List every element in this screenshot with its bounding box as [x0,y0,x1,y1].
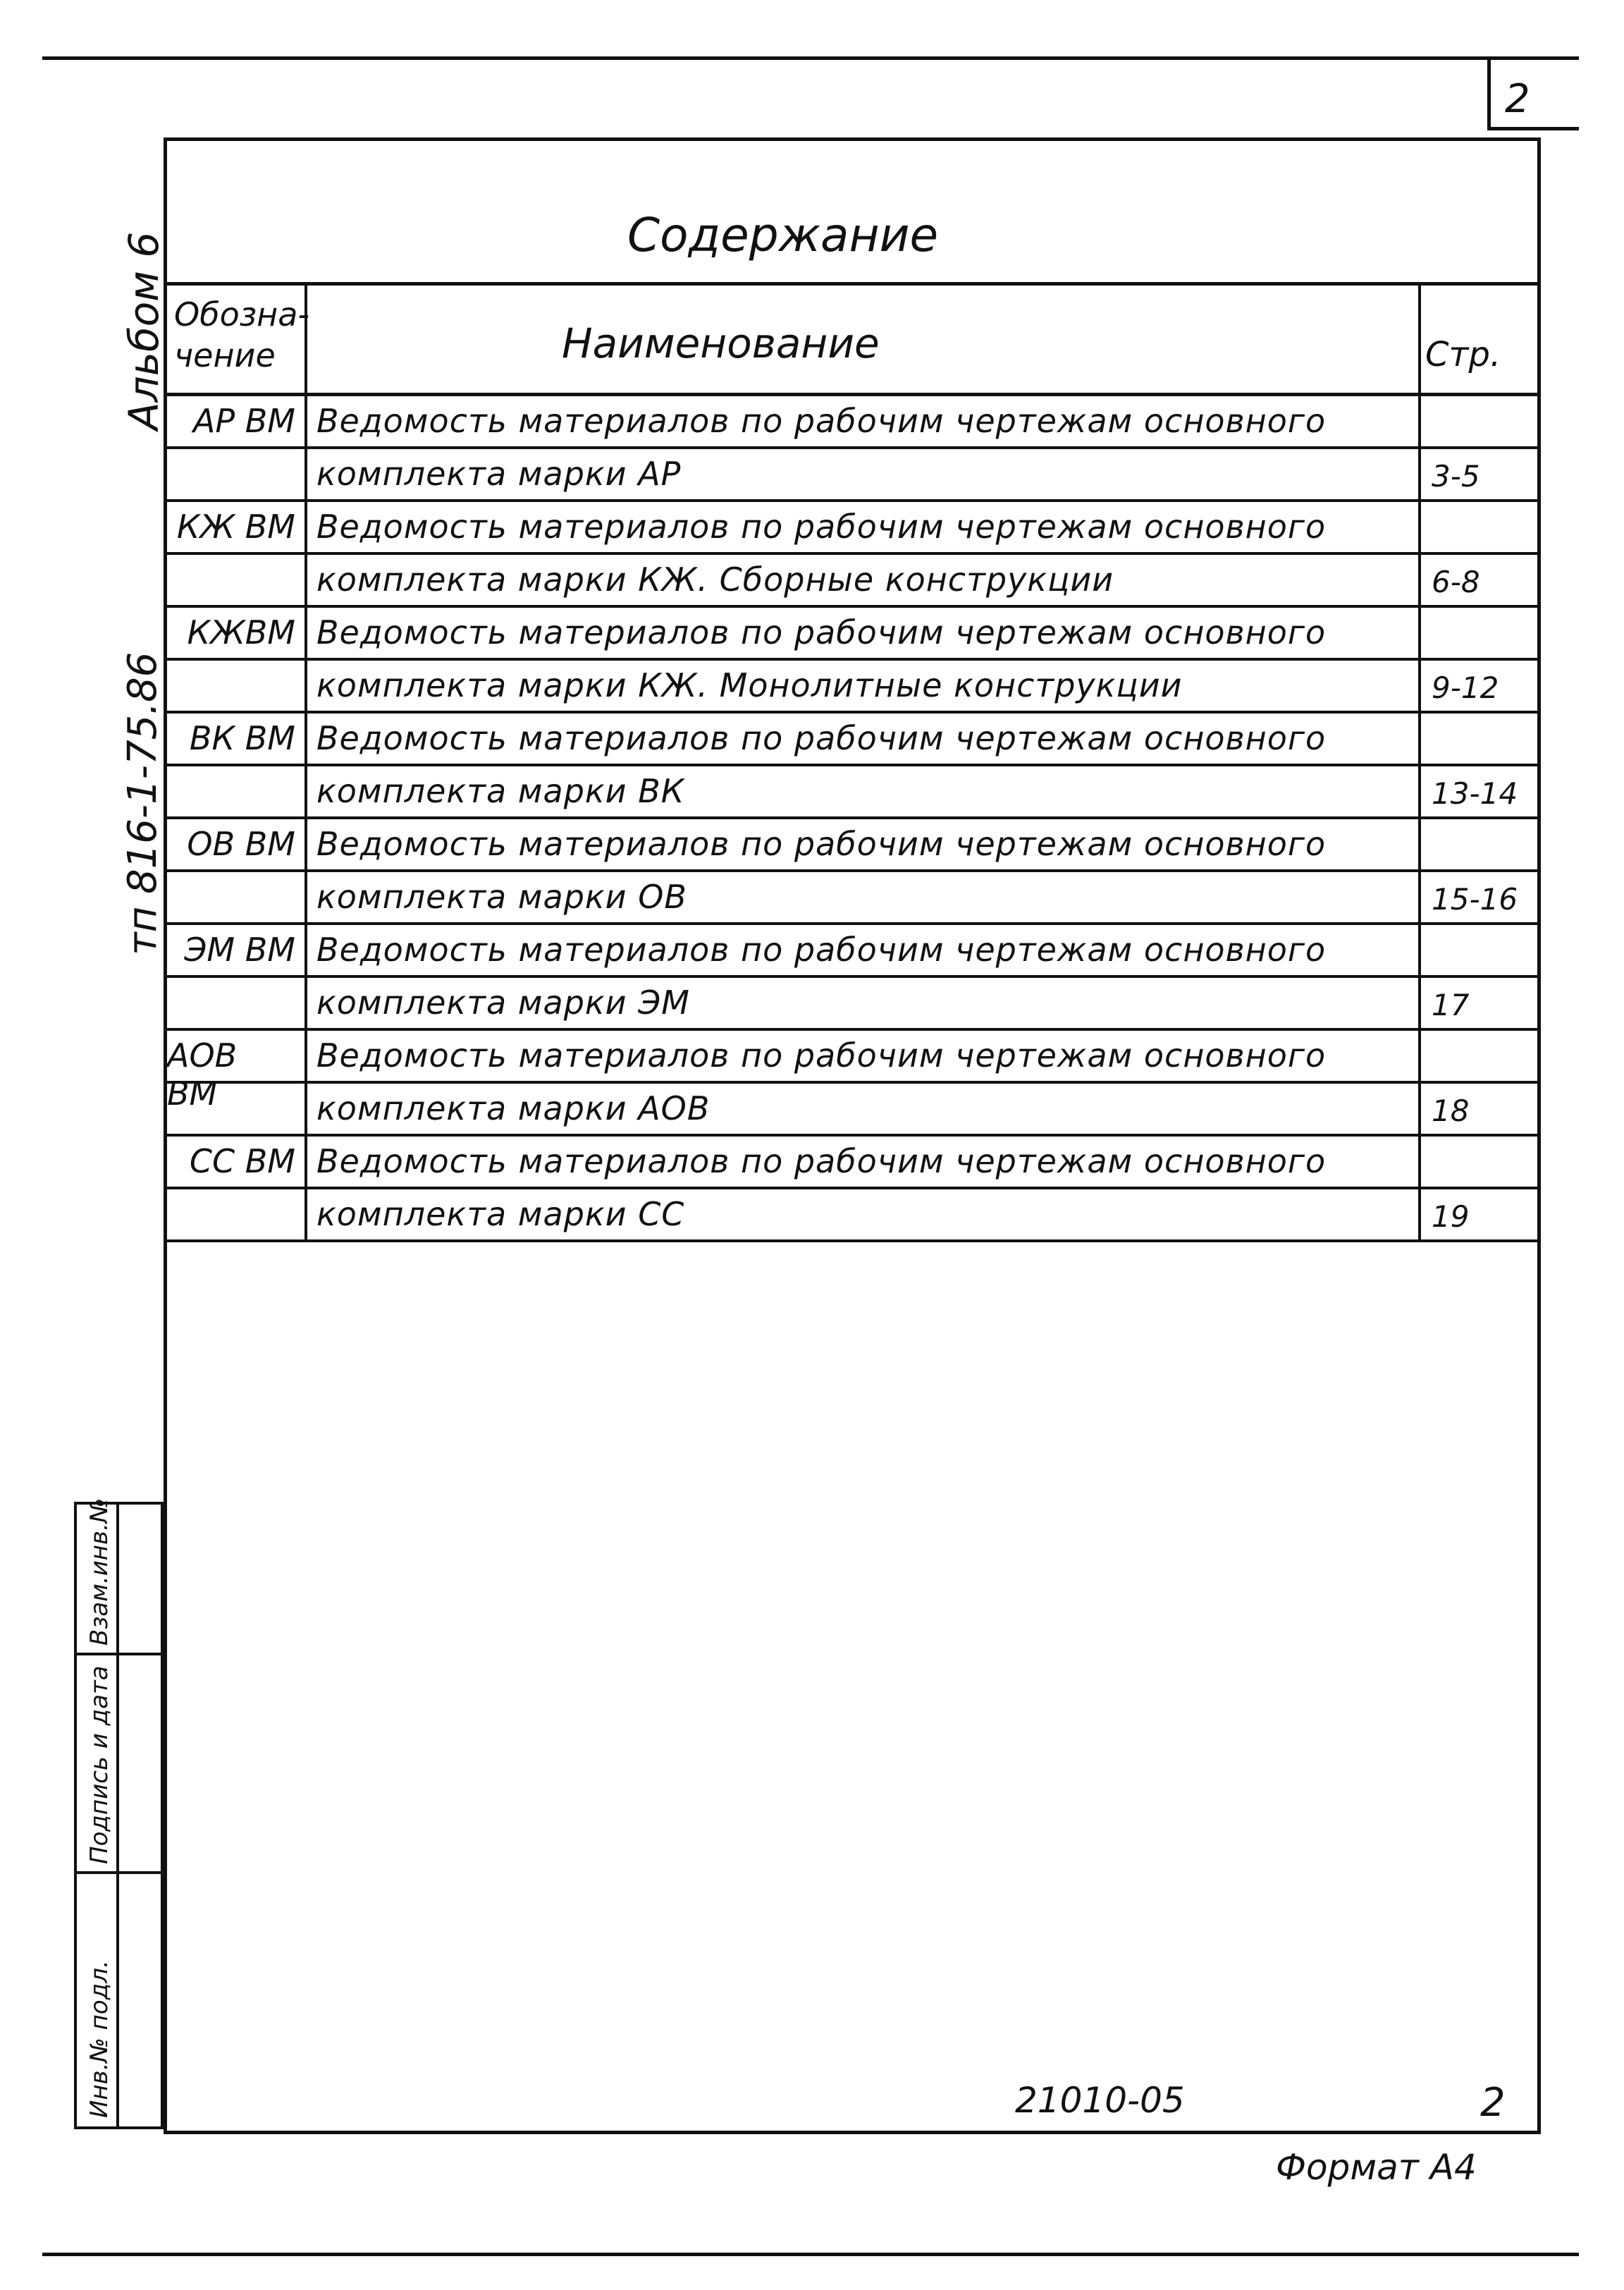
designation-cell [167,1189,301,1239]
designation-cell [167,1031,301,1113]
table-row [167,661,1537,714]
name-cell [308,766,1415,816]
project-code: тп 816-1-75.86 [120,651,166,955]
row-name: комплекта марки АОВ [316,1089,710,1127]
row-name: Ведомость материалов по рабочим чертежам основного [316,508,1327,546]
header-name: Наименование [562,319,880,367]
column-divider [304,502,307,552]
page-cell [1422,819,1537,869]
designation-cell [167,396,301,446]
row-page: 18 [1432,1094,1470,1128]
row-page: 3-5 [1432,459,1480,494]
page-cell [1422,978,1537,1028]
name-cell [308,1137,1415,1187]
row-name: комплекта марки КЖ. Сборные конструкции [316,561,1114,599]
column-divider [304,608,307,658]
name-cell [308,819,1415,869]
stamp-divider [116,1505,119,2126]
name-cell [308,1084,1415,1134]
page-cell [1422,661,1537,711]
column-divider [1418,1137,1421,1187]
column-divider [1418,819,1421,869]
column-divider [1418,608,1421,658]
name-cell [308,978,1415,1028]
top-border-line [42,56,1579,60]
name-cell [308,555,1415,605]
row-name: комплекта марки СС [316,1195,685,1233]
table-row [167,608,1537,661]
designation-cell [167,766,301,816]
name-cell [308,1031,1415,1081]
table-row [167,714,1537,766]
row-page: 17 [1432,988,1470,1022]
row-name: комплекта марки ОВ [316,878,687,916]
row-designation: ЭМ ВМ [184,931,295,969]
page-cell [1422,766,1537,816]
column-divider [1418,396,1421,446]
page-cell [1422,608,1537,658]
name-cell [308,661,1415,711]
table-header [167,286,1537,396]
document-code: 21010-05 [1015,2080,1185,2121]
table-row [167,819,1537,872]
row-name: комплекта марки АР [316,455,682,493]
column-divider [1418,872,1421,922]
page-title: Содержание [627,208,939,262]
table-row [167,1084,1537,1137]
row-designation: АР ВМ [192,402,295,440]
designation-cell [167,872,301,922]
name-cell [308,714,1415,764]
page-cell [1422,555,1537,605]
name-cell [308,608,1415,658]
sheet-number: 2 [1480,2080,1506,2126]
designation-cell [167,978,301,1028]
column-divider [1418,661,1421,711]
column-divider [304,872,307,922]
row-designation: ОВ ВМ [187,825,295,863]
column-divider [1418,1189,1421,1239]
column-divider [1418,766,1421,816]
column-divider [304,396,307,446]
page-cell [1422,449,1537,499]
stamp-inv-replace: Взам.инв.№ [85,1498,113,1646]
column-divider [304,925,307,975]
column-divider [1418,1084,1421,1134]
designation-cell [167,1084,301,1134]
row-name: Ведомость материалов по рабочим чертежам основного [316,1142,1327,1180]
table-row [167,555,1537,608]
column-divider [304,661,307,711]
row-name: комплекта марки ВК [316,772,685,810]
column-divider [1418,925,1421,975]
column-divider [304,1189,307,1239]
column-divider [1418,714,1421,764]
row-page: 9-12 [1432,671,1499,705]
row-name: Ведомость материалов по рабочим чертежам основного [316,931,1327,969]
designation-cell [167,449,301,499]
page-cell [1422,1189,1537,1239]
stamp-inv-original: Инв.№ подл. [85,1960,113,2118]
column-divider [304,714,307,764]
table-body [167,396,1537,1242]
row-name: Ведомость материалов по рабочим чертежам основного [316,1036,1327,1074]
row-designation: КЖВМ [187,613,295,651]
name-cell [308,502,1415,552]
column-divider [1418,502,1421,552]
row-name: Ведомость материалов по рабочим чертежам основного [316,613,1327,651]
side-stamp [74,1498,164,2129]
column-divider [1418,286,1421,393]
page-cell [1422,1084,1537,1134]
column-divider [304,1137,307,1187]
column-divider [1418,449,1421,499]
row-page: 15-16 [1432,882,1518,917]
name-cell [308,396,1415,446]
designation-cell [167,1137,301,1187]
row-page: 6-8 [1432,565,1480,599]
designation-cell [167,608,301,658]
row-designation: ВК ВМ [189,719,295,757]
name-cell [308,449,1415,499]
table-row [167,766,1537,819]
table-row [167,978,1537,1031]
name-cell [308,872,1415,922]
column-divider [304,1031,307,1081]
table-row [167,449,1537,502]
contents-table [167,282,1537,1242]
column-divider [304,1084,307,1134]
page-cell [1422,502,1537,552]
page-number: 2 [1505,76,1530,122]
table-row [167,872,1537,925]
designation-cell [167,661,301,711]
column-divider [304,555,307,605]
designation-cell [167,555,301,605]
row-designation: СС ВМ [189,1142,295,1180]
stamp-signature-date: Подпись и дата [85,1665,113,1864]
row-page: 19 [1432,1199,1470,1234]
header-designation: Обозна-чение [174,295,310,374]
album-label: Альбом 6 [120,231,168,430]
header-page: Стр. [1425,335,1501,374]
column-divider [304,978,307,1028]
name-cell [308,925,1415,975]
row-page: 13-14 [1432,776,1518,811]
column-divider [304,766,307,816]
row-designation: АОВ ВМ [167,1036,238,1113]
name-cell [308,1189,1415,1239]
table-row [167,1137,1537,1189]
column-divider [1418,978,1421,1028]
table-row [167,925,1537,978]
designation-cell [167,714,301,764]
designation-cell [167,502,301,552]
row-name: Ведомость материалов по рабочим чертежам основного [316,402,1327,440]
designation-cell [167,925,301,975]
row-name: комплекта марки КЖ. Монолитные конструкции [316,666,1183,704]
table-row [167,1189,1537,1242]
format-label: Формат А4 [1276,2147,1477,2188]
row-designation: КЖ ВМ [176,508,295,546]
page-cell [1422,714,1537,764]
row-name: Ведомость материалов по рабочим чертежам основного [316,825,1327,863]
row-name: Ведомость материалов по рабочим чертежам основного [316,719,1327,757]
page-cell [1422,925,1537,975]
page-cell [1422,396,1537,446]
page-cell [1422,872,1537,922]
table-row [167,396,1537,449]
page-number-box [1487,60,1579,130]
page-cell [1422,1137,1537,1187]
designation-cell [167,819,301,869]
bottom-border-line [42,2253,1579,2256]
row-name: комплекта марки ЭМ [316,984,690,1022]
page-cell [1422,1031,1537,1081]
table-row [167,502,1537,555]
column-divider [304,449,307,499]
column-divider [1418,555,1421,605]
column-divider [304,819,307,869]
column-divider [1418,1031,1421,1081]
